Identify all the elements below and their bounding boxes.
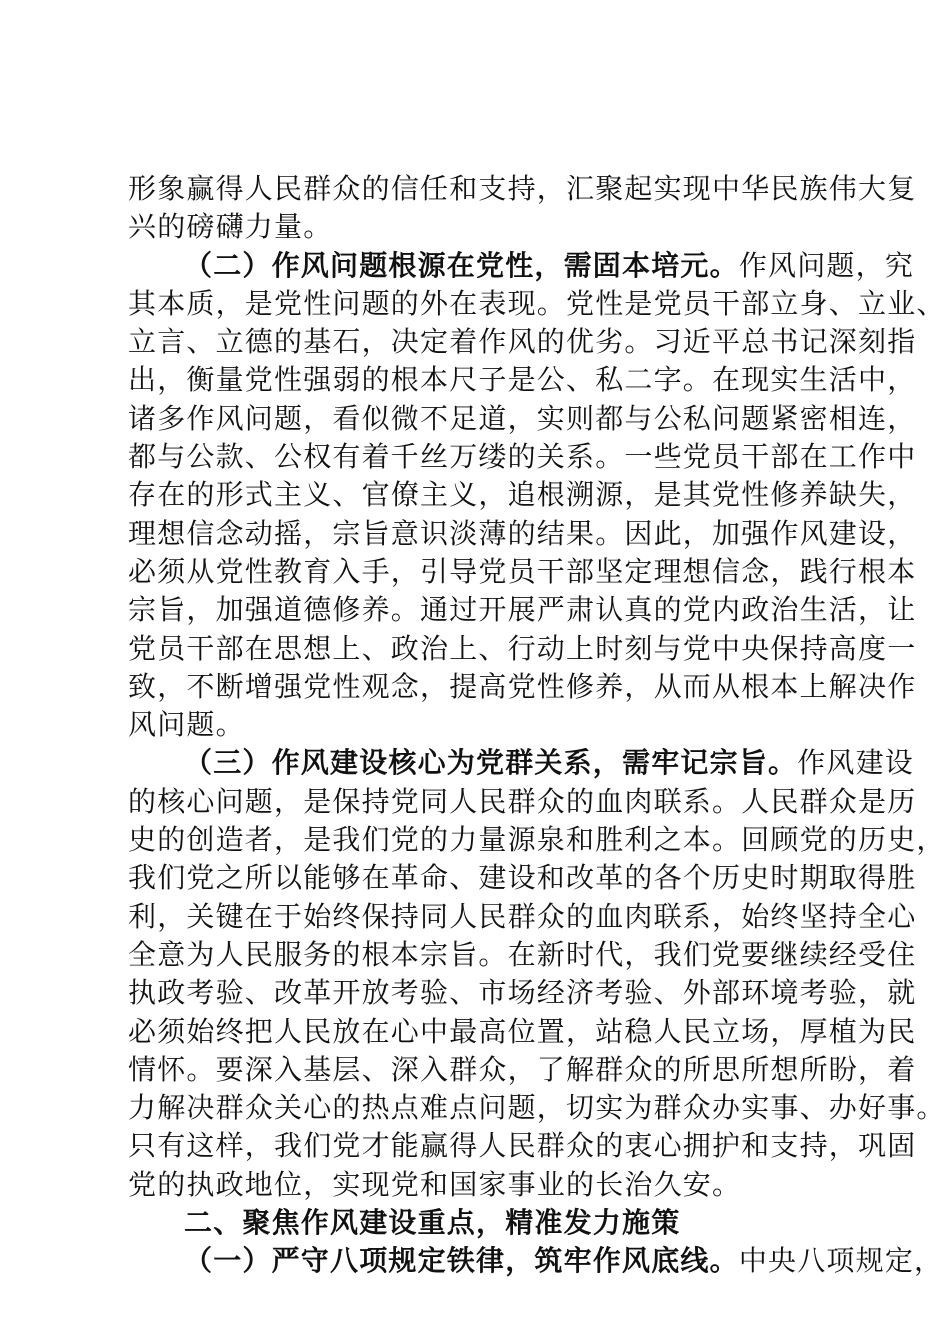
paragraph-line: 兴的磅礴力量。 xyxy=(128,210,333,244)
paragraph-line: 形象赢得人民群众的信任和支持，汇聚起实现中华民族伟大复 xyxy=(128,172,917,205)
subsection-title: （三）作风建设核心为党群关系，需牢记宗旨。 xyxy=(184,746,798,780)
document-page xyxy=(128,170,946,1281)
paragraph-line: 的核心问题，是保持党同人民群众的血肉联系。人民群众是历 xyxy=(128,784,917,818)
paragraph-text: 作风建设 xyxy=(797,746,915,780)
paragraph-line: 党的执政地位，实现党和国家事业的长治久安。 xyxy=(128,1167,742,1201)
paragraph-line: 利，关键在于始终保持同人民群众的血肉联系，始终坚持全心 xyxy=(128,899,917,933)
paragraph-text: 中央八项规定， xyxy=(738,1244,944,1278)
paragraph-line: 风问题。 xyxy=(128,708,245,742)
paragraph-line: 执政考验、改革开放考验、市场经济考验、外部环境考验，就 xyxy=(128,976,917,1010)
paragraph-line: 力解决群众关心的热点难点问题，切实为群众办实事、办好事。 xyxy=(128,1091,946,1125)
paragraph-line: 只有这样，我们党才能赢得人民群众的衷心拥护和支持，巩固 xyxy=(128,1129,917,1163)
paragraph-line: 都与公款、公权有着千丝万缕的关系。一些党员干部在工作中 xyxy=(128,440,917,474)
subsection-title: （二）作风问题根源在党性，需固本培元。 xyxy=(184,248,739,282)
paragraph-line: 宗旨，加强道德修养。通过开展严肃认真的党内政治生活，让 xyxy=(128,593,917,627)
paragraph-line: 必须始终把人民放在心中最高位置，站稳人民立场，厚植为民 xyxy=(128,1014,917,1048)
paragraph-text: 作风问题，究 xyxy=(738,248,915,282)
paragraph-line: 其本质，是党性问题的外在表现。党性是党员干部立身、立业、 xyxy=(128,286,946,320)
paragraph-line: 我们党之所以能够在革命、建设和改革的各个历史时期取得胜 xyxy=(128,861,917,895)
section-heading: 二、聚焦作风建设重点，精准发力施策 xyxy=(184,1206,681,1240)
subsection-title: （一）严守八项规定铁律，筑牢作风底线。 xyxy=(184,1244,739,1278)
paragraph-line: 出，衡量党性强弱的根本尺子是公、私二字。在现实生活中， xyxy=(128,363,917,397)
paragraph-line: 情怀。要深入基层、深入群众，了解群众的所思所想所盼，着 xyxy=(128,1052,917,1086)
paragraph-line: 理想信念动摇，宗旨意识淡薄的结果。因此，加强作风建设， xyxy=(128,516,917,550)
paragraph-line: 诸多作风问题，看似微不足道，实则都与公私问题紧密相连， xyxy=(128,401,917,435)
paragraph-line: 党员干部在思想上、政治上、行动上时刻与党中央保持高度一 xyxy=(128,631,917,665)
paragraph-first-line xyxy=(128,744,915,782)
paragraph-line: 全意为人民服务的根本宗旨。在新时代，我们党要继续经受住 xyxy=(128,937,917,971)
paragraph-first-line xyxy=(128,1242,944,1280)
paragraph-line: 史的创造者，是我们党的力量源泉和胜利之本。回顾党的历史， xyxy=(128,823,946,857)
paragraph-line: 必须从党性教育入手，引导党员干部坚定理想信念，践行根本 xyxy=(128,554,917,588)
paragraph-line: 存在的形式主义、官僚主义，追根溯源，是其党性修养缺失， xyxy=(128,478,917,512)
paragraph-line: 致，不断增强党性观念，提高党性修养，从而从根本上解决作 xyxy=(128,669,917,703)
paragraph-first-line xyxy=(128,247,915,285)
paragraph-line: 立言、立德的基石，决定着作风的优劣。习近平总书记深刻指 xyxy=(128,325,917,359)
